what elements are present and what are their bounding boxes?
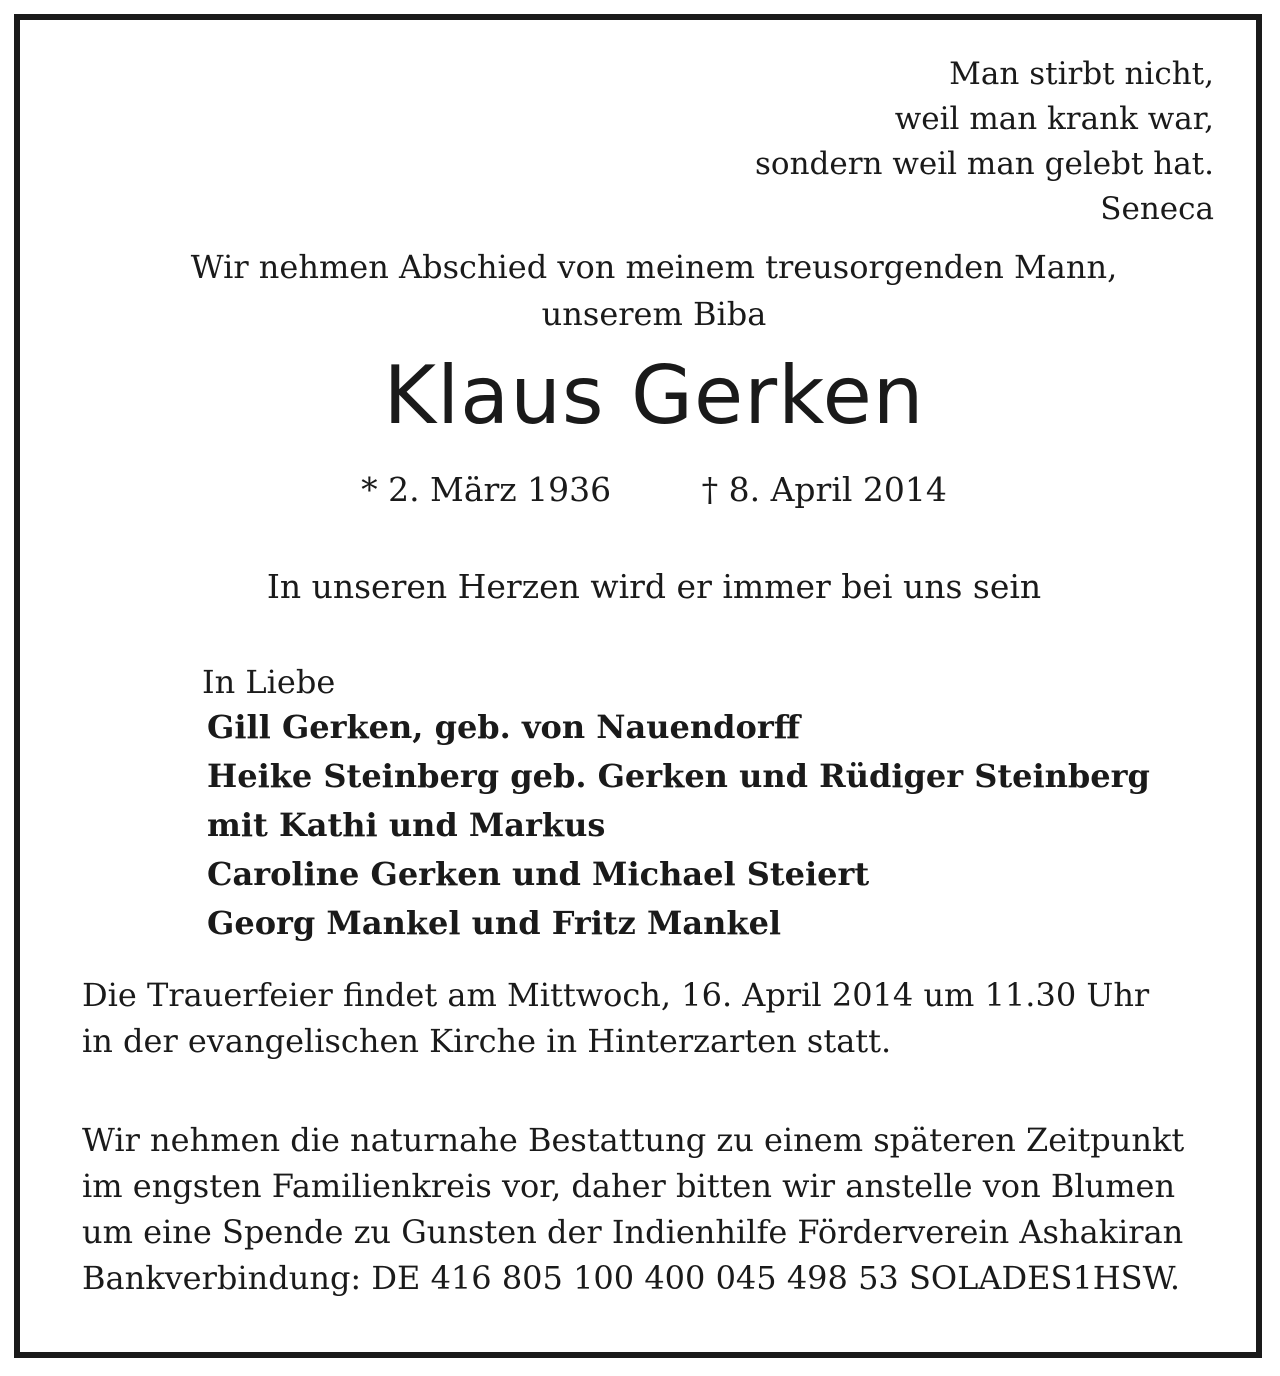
service-line: in der evangelischen Kirche in Hinterzarten statt. xyxy=(82,1022,892,1060)
memorial-motto: In unseren Herzen wird er immer bei uns sein xyxy=(266,567,1042,606)
burial-donation-info xyxy=(82,1117,1184,1301)
mourner-line: Caroline Gerken und Michael Steiert xyxy=(207,855,870,893)
farewell-intro xyxy=(20,244,1280,338)
mourner-line: Georg Mankel und Fritz Mankel xyxy=(207,904,782,942)
life-dates xyxy=(20,468,1280,512)
death-date: † 8. April 2014 xyxy=(701,470,947,509)
mourners-greeting: In Liebe xyxy=(202,663,336,701)
funeral-service-info xyxy=(82,972,1149,1064)
mourner-line: mit Kathi und Markus xyxy=(207,806,606,844)
obituary-notice xyxy=(14,14,1262,1358)
intro-line: Wir nehmen Abschied von meinem treusorgenden Mann, xyxy=(190,248,1118,286)
mourners-list xyxy=(207,703,1150,948)
quote-line: weil man krank war, xyxy=(894,101,1214,137)
burial-line: Wir nehmen die naturnahe Bestattung zu einem späteren Zeitpunkt xyxy=(82,1121,1185,1159)
mourner-line: Gill Gerken, geb. von Nauendorff xyxy=(207,708,801,746)
quote-line: sondern weil man gelebt hat. xyxy=(755,146,1214,182)
deceased-name: Klaus Gerken xyxy=(383,349,925,442)
seneca-quote xyxy=(755,52,1214,232)
birth-date: * 2. März 1936 xyxy=(361,470,612,509)
service-line: Die Trauerfeier findet am Mittwoch, 16. April 2014 um 11.30 Uhr xyxy=(82,976,1150,1014)
quote-line: Man stirbt nicht, xyxy=(949,56,1214,92)
bank-details: Bankverbindung: DE 416 805 100 400 045 498 53 SOLADES1HSW. xyxy=(82,1259,1181,1297)
intro-line: unserem Biba xyxy=(541,295,767,333)
burial-line: um eine Spende zu Gunsten der Indienhilfe Förderverein Ashakiran xyxy=(82,1213,1184,1251)
mourner-line: Heike Steinberg geb. Gerken und Rüdiger Steinberg xyxy=(207,757,1150,795)
burial-line: im engsten Familienkreis vor, daher bitten wir anstelle von Blumen xyxy=(82,1167,1176,1205)
quote-author: Seneca xyxy=(1100,191,1214,227)
